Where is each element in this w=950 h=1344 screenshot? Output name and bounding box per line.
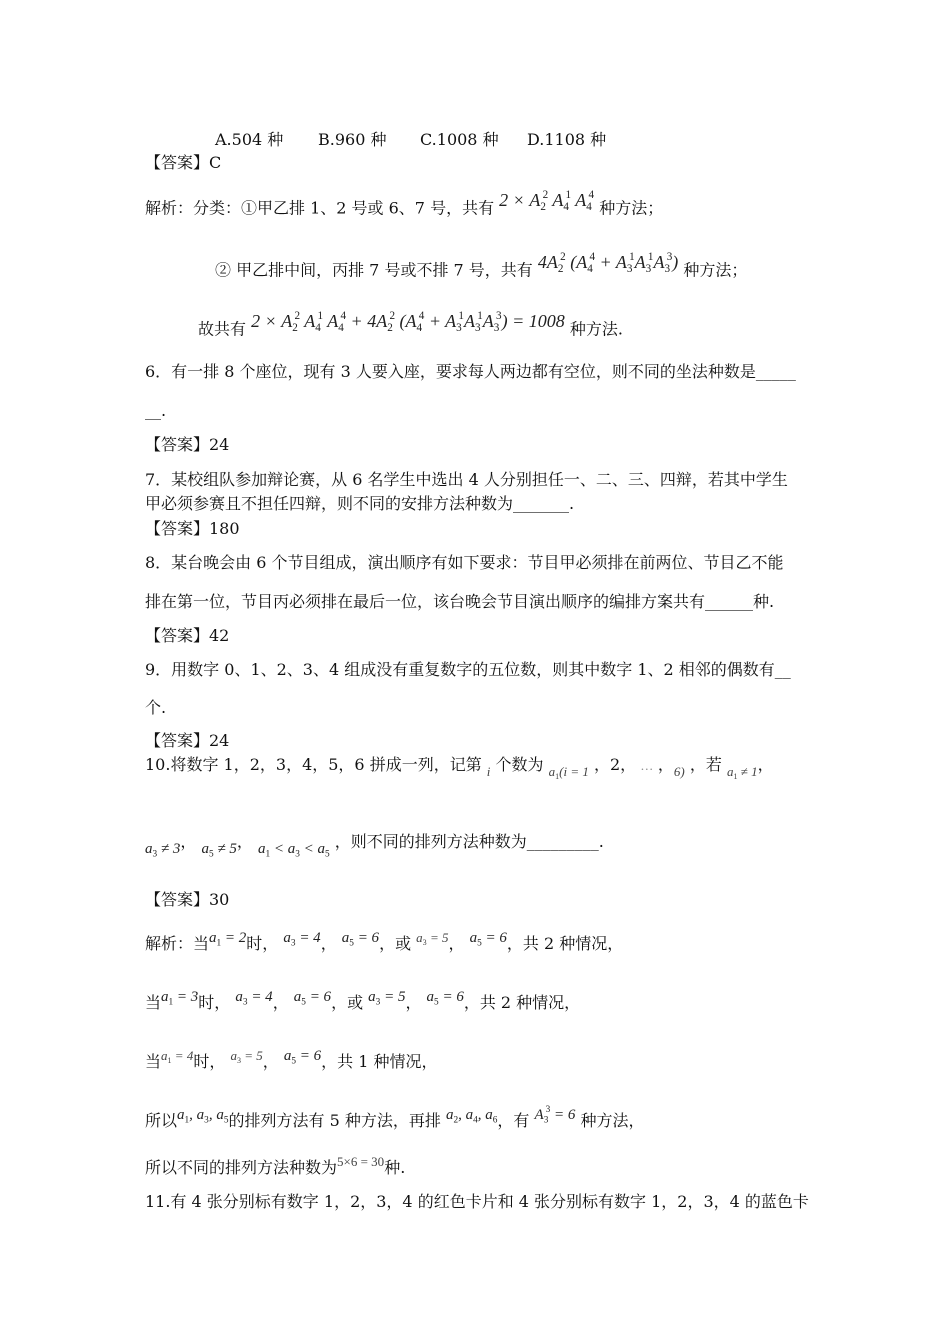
q10-sol-line-4: 所以$a_1$, $a_3$, $a_5$的排列方法有 5 种方法，再排 $a_2$, $a_4$, $a_6$，有 $A_3^3 = 6$ 种方法，: [145, 1105, 645, 1130]
q8-text: 8．某台晚会由 6 个节目组成，演出顺序有如下要求：节目甲必须排在前两位、节目乙不能: [145, 553, 784, 572]
q7-text: 7．某校组队参加辩论赛，从 6 名学生中选出 4 人分别担任一、二、三、四辩，若其中学生: [145, 470, 788, 489]
q9-text: 9．用数字 0、1、2、3、4 组成没有重复数字的五位数，则其中数字 1、2 相邻的偶数有__: [145, 660, 791, 679]
q6-answer: 【答案】24: [145, 435, 230, 454]
q5-answer: 【答案】C: [145, 153, 222, 172]
q5-analysis-line-1: 解析：分类：①甲乙排 1、2 号或 6、7 号，共有 $2 \times A_2^2$ $A_4^1$ $A_4^4$ 种方法；: [145, 189, 664, 218]
q10-text-line-1: 10.将数字 1，2，3，4，5，6 拼成一列，记第 $_i$ 个数为 $_{a_1(i = 1}$ ，2， … ，$_{6)}$ ，若 $_{a_1 \ne 1}$，: [145, 755, 774, 781]
q5-analysis-line-3: 故共有 $2 \times A_2^2$ $A_4^1$ $A_4^4 + 4A_2^2$ $(A_4^4 + A_3^1A_3^1A_3^3) = 1008$ 种方法.: [198, 310, 623, 339]
formula-case2: $4A_2^2$ $(A_4^4 + A_3^1A_3^1A_3^3)$: [537, 251, 679, 276]
q10-answer: 【答案】30: [145, 890, 230, 909]
q6-text: 6．有一排 8 个座位，现有 3 人要入座，要求每人两边都有空位，则不同的坐法种数是_____: [145, 362, 796, 381]
option-a: A.504 种: [215, 130, 284, 149]
q5-analysis-line-2: ② 甲乙排中间，丙排 7 号或不排 7 号，共有 $4A_2^2$ $(A_4^4 + A_3^1A_3^1A_3^3)$ 种方法；: [215, 251, 748, 280]
q10-sol-line-1: 解析：当$a_1 = 2$时， $a_3 = 4$， $a_5 = 6$，或 $^{a_3 = 5}$， $a_5 = 6$，共 2 种情况，: [145, 930, 624, 953]
q11-text: 11.有 4 张分别标有数字 1，2，3，4 的红色卡片和 4 张分别标有数字 1，2，3，4 的蓝色卡: [145, 1192, 809, 1211]
q10-sol-line-5: 所以不同的排列方法种数为$^{5\times 6 = 30}$种.: [145, 1154, 406, 1177]
q8-text-cont: 排在第一位，节目丙必须排在最后一位，该台晚会节目演出顺序的编排方案共有______种.: [145, 592, 775, 611]
q7-answer: 【答案】180: [145, 519, 240, 538]
q6-text-cont: __.: [145, 401, 167, 420]
q9-answer: 【答案】24: [145, 731, 230, 750]
option-d: D.1108 种: [527, 130, 607, 149]
q7-text-cont: 甲必须参赛且不担任四辩，则不同的安排方法种数为_______.: [145, 494, 575, 513]
q10-sol-line-3: 当$^{a_1 = 4}$时， $^{a_3 = 5}$， $a_5 = 6$，共 1 种情况，: [145, 1048, 438, 1071]
q9-text-cont: 个.: [145, 698, 167, 717]
q10-sol-line-2: 当$a_1 = 3$时， $a_3 = 4$， $a_5 = 6$，或 $a_3 = 5$， $a_5 = 6$，共 2 种情况，: [145, 989, 581, 1012]
formula-case1: $2 \times A_2^2$ $A_4^1$ $A_4^4$: [499, 189, 595, 214]
option-c: C.1008 种: [420, 130, 499, 149]
q8-answer: 【答案】42: [145, 626, 230, 645]
q10-text-line-2: $a_3 \ne 3$， $a_5 \ne 5$， $a_1 < a_3 < a_5$ ，则不同的排列方法种数为_________.: [145, 832, 604, 860]
option-b: B.960 种: [318, 130, 387, 149]
formula-total: $2 \times A_2^2$ $A_4^1$ $A_4^4 + 4A_2^2$ $(A_4^4 + A_3^1A_3^1A_3^3) = 1008$: [251, 310, 565, 335]
